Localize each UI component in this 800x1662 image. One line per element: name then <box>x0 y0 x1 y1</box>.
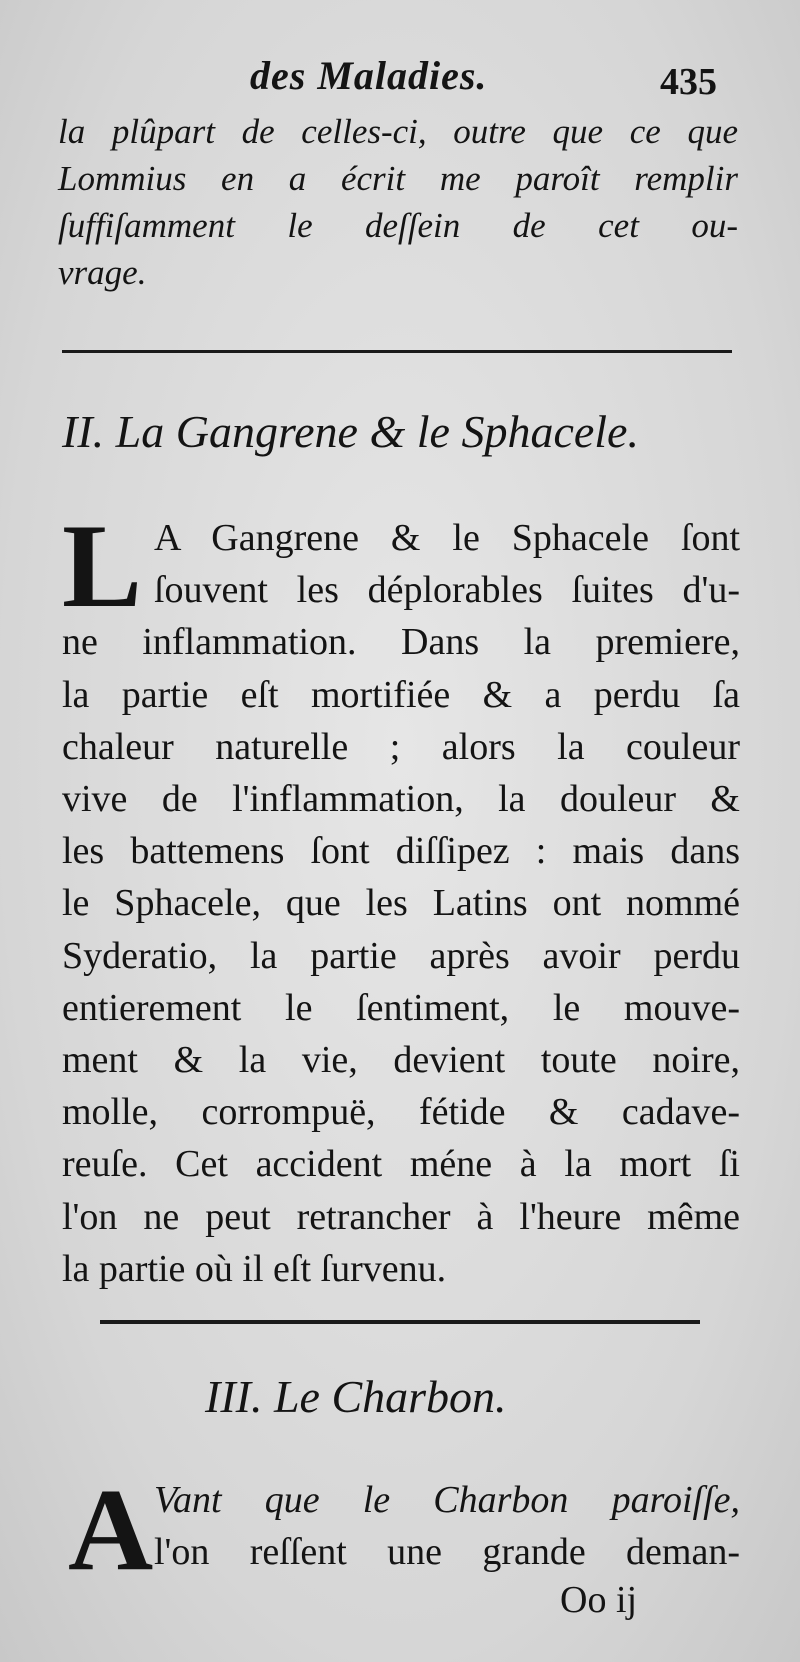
body-line: la partie eſt mortifiée & a perdu ſa <box>62 673 740 716</box>
intro-line: Lommius en a écrit me paroît remplir <box>58 159 738 198</box>
body-line: ment & la vie, devient toute noire, <box>62 1039 740 1082</box>
body-line: ne inflammation. Dans la premiere, <box>62 621 740 664</box>
section-divider <box>62 350 732 353</box>
body-line: reuſe. Cet accident méne à la mort ſi <box>62 1143 740 1186</box>
body-line: la partie où il eſt ſurvenu. <box>62 1247 447 1290</box>
intro-line: la plûpart de celles-ci, outre que ce que <box>58 112 738 151</box>
section-heading-gangrene: II. La Gangrene & le Sphacele. <box>62 406 639 457</box>
body-line: entierement le ſentiment, le mouve- <box>62 986 740 1029</box>
body-line: Syderatio, la partie après avoir perdu <box>62 934 740 977</box>
body-line: les battemens ſont diſſipez : mais dans <box>62 830 740 873</box>
body-line: chaleur naturelle ; alors la couleur <box>62 725 740 768</box>
running-title: des Maladies. <box>250 53 488 98</box>
body-line: A Gangrene & le Sphacele ſont <box>154 517 740 559</box>
body-line: ſouvent les déplorables ſuites d'u- <box>154 569 740 612</box>
signature-mark: Oo ij <box>560 1579 638 1621</box>
intro-line: vrage. <box>58 253 147 292</box>
body-line: Vant que le Charbon paroiſſe, <box>154 1479 740 1521</box>
section-heading-charbon: III. Le Charbon. <box>205 1371 507 1422</box>
intro-paragraph <box>58 108 738 296</box>
page-number: 435 <box>660 61 717 103</box>
page-header <box>0 52 800 112</box>
drop-cap: L <box>62 499 143 632</box>
section-body-gangrene <box>62 499 740 1295</box>
section-divider <box>100 1320 700 1324</box>
body-line: le Sphacele, que les Latins ont nommé <box>62 882 740 925</box>
body-line: l'on ne peut retrancher à l'heure même <box>62 1195 740 1238</box>
intro-line: ſuffiſamment le deſſein de cet ou- <box>58 206 738 245</box>
section-body-charbon <box>62 1464 740 1595</box>
drop-cap: A <box>68 1464 154 1595</box>
body-line: molle, corrompuë, fétide & cadave- <box>62 1091 740 1134</box>
body-line: vive de l'inflammation, la douleur & <box>62 778 740 821</box>
body-line: l'on reſſent une grande deman- <box>154 1531 740 1574</box>
